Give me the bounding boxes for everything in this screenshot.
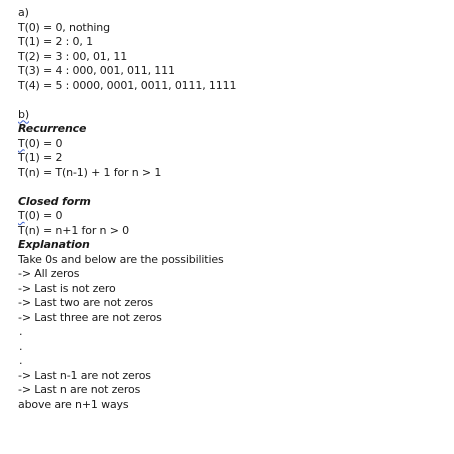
part-a-line: T(3) = 4 : 000, 001, 011, 111 [18, 64, 175, 77]
blank-line [18, 180, 448, 195]
explanation-item: -> Last three are not zeros [18, 310, 162, 324]
closed-form-line [18, 209, 448, 224]
explanation-item: -> Last is not zero [18, 281, 116, 295]
part-b-label [18, 108, 448, 123]
explanation-intro: Take 0s and below are the possibilities [18, 252, 224, 266]
part-b-label-text: b) [18, 107, 29, 121]
explanation-heading: Explanation [18, 238, 90, 251]
recurrence-line: T(n) = T(n-1) + 1 for n > 1 [18, 165, 162, 179]
recurrence-first-prefix: T [18, 136, 25, 150]
closed-form-heading: Closed form [18, 194, 91, 208]
explanation-item: -> Last n are not zeros [18, 383, 141, 396]
explanation-item: -> Last n-1 are not zeros [18, 368, 151, 382]
part-a-line: T(2) = 3 : 00, 01, 11 [18, 49, 128, 63]
explanation-item: -> All zeros [18, 267, 80, 280]
part-a-line: T(4) = 5 : 0000, 0001, 0011, 0111, 1111 [18, 78, 237, 92]
recurrence-line: T(1) = 2 [18, 151, 63, 164]
part-a-label: a) [18, 6, 29, 19]
blank-line [18, 93, 448, 108]
closed-form-first-prefix: T [18, 209, 25, 222]
ellipsis-dot: . [19, 354, 23, 367]
ellipsis-dot: . [19, 325, 23, 338]
closed-form-line: T(n) = n+1 for n > 0 [18, 223, 129, 237]
explanation-conclusion: above are n+1 ways [18, 397, 129, 411]
ellipsis-dot: . [19, 339, 23, 353]
explanation-item: -> Last two are not zeros [18, 296, 153, 309]
part-a-line: T(1) = 2 : 0, 1 [18, 35, 93, 48]
closed-form-first-rest: (0) = 0 [24, 209, 63, 222]
recurrence-first-rest: (0) = 0 [24, 136, 63, 150]
recurrence-heading: Recurrence [18, 122, 87, 135]
document-body [18, 6, 448, 412]
recurrence-line [18, 137, 448, 152]
part-a-line: T(0) = 0, nothing [18, 20, 110, 34]
